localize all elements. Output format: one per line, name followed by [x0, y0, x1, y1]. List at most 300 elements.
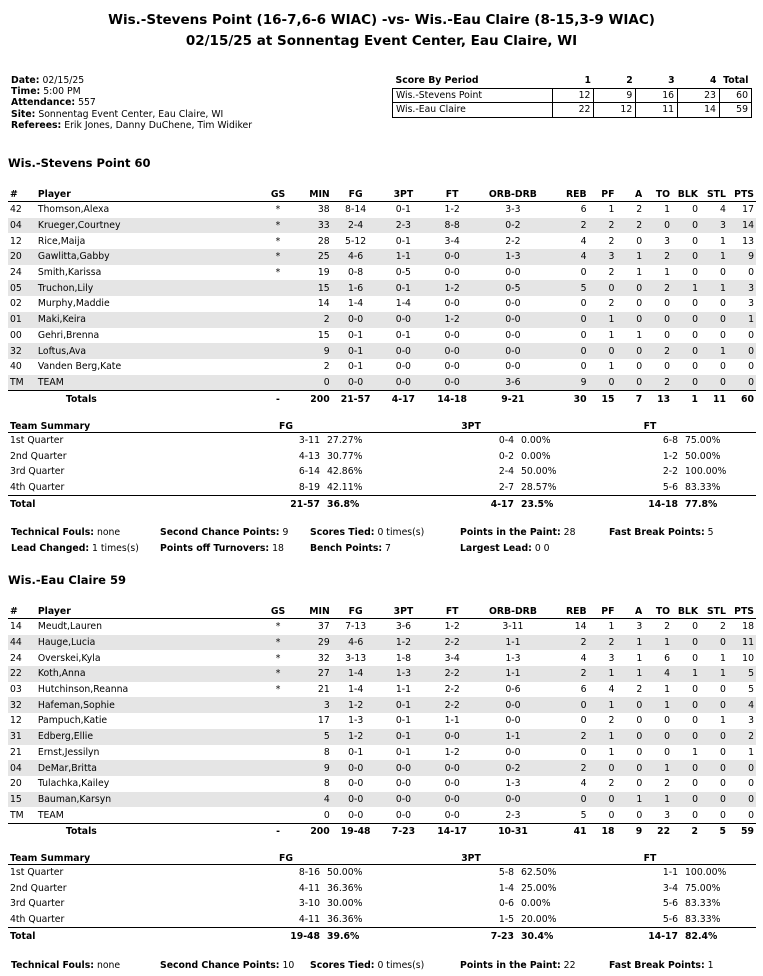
scores-tied-stat: Scores Tied: 0 times(s) [310, 527, 425, 538]
stat-cell: 1-4 [348, 298, 364, 310]
stat-cell: 1 [608, 746, 615, 758]
player-row [8, 328, 756, 344]
stat-cell: 1-1 [395, 684, 412, 696]
stat-cell: 2 [608, 298, 615, 310]
stat-cell: 3-3 [505, 204, 521, 216]
stat-cell: 42 [10, 204, 22, 216]
stat-cell [260, 792, 296, 808]
game-info [11, 75, 252, 131]
summary-cell: 36.36% [327, 914, 363, 926]
fast-break-stat: Fast Break Points: 1 [609, 960, 714, 971]
stat-cell: Rice,Maija [37, 235, 86, 247]
summary-cell: 75.00% [685, 882, 721, 894]
stat-cell: 2 [720, 621, 726, 633]
summary-spacer [158, 881, 250, 897]
summary-cell: 50.00% [685, 450, 721, 462]
stat-cell [260, 745, 296, 761]
stat-cell: 1 [728, 312, 756, 328]
period-score: 23 [678, 88, 720, 103]
stat-cell: 6 [580, 684, 587, 696]
stat-cell: 0 [692, 778, 699, 790]
summary-cell: 1st Quarter [10, 435, 64, 447]
total-cell: 14-17 [427, 823, 477, 839]
column-header: ORB-DRB [477, 187, 549, 202]
stat-cell: 0 [748, 267, 754, 279]
team-summary-table [8, 852, 756, 944]
period-score: 14 [678, 103, 720, 118]
stat-cell: 2 [549, 729, 589, 745]
total-cell: 59 [728, 823, 756, 839]
stat-cell: 0 [664, 715, 671, 727]
summary-column-header: 3PT [426, 852, 516, 865]
stat-cell: Bauman,Karsyn [36, 792, 260, 808]
column-header: 3PT [380, 604, 428, 619]
period-header: 3 [668, 75, 675, 87]
period-score: 12 [594, 103, 636, 118]
stat-cell: 17 [317, 715, 330, 727]
column-header: Player [36, 187, 260, 202]
summary-cell: 1-1 [662, 867, 678, 879]
stat-cell: 40 [10, 361, 22, 373]
stat-cell: 0-0 [427, 729, 477, 745]
stat-cell: 0-1 [380, 280, 428, 296]
stat-cell: 1-2 [427, 280, 477, 296]
stat-cell: 0-0 [332, 792, 380, 808]
stat-cell: 4 [296, 792, 332, 808]
period-score: 16 [636, 88, 678, 103]
stat-cell: 9 [728, 249, 756, 265]
stat-cell: 0 [672, 375, 700, 391]
quarter-row [8, 881, 756, 897]
stat-cell: 1 [700, 249, 728, 265]
stat-cell: 0-1 [395, 329, 411, 341]
summary-spacer [322, 852, 426, 865]
stat-cell: * [275, 204, 281, 216]
stat-cell: 1 [636, 329, 643, 341]
stat-cell: 0-0 [332, 375, 380, 391]
stat-cell: 0-0 [380, 312, 428, 328]
turnover-points-stat: Points off Turnovers: 18 [160, 543, 284, 554]
stat-cell: 2 [549, 218, 589, 234]
column-header: A [616, 187, 644, 202]
summary-cell: 30.00% [327, 898, 363, 910]
player-row [8, 249, 756, 265]
total-cell: 19-48 [332, 823, 380, 839]
period-score: 9 [594, 88, 636, 103]
largest-lead-stat: Largest Lead: 0 0 [460, 543, 550, 554]
stat-cell: 0 [616, 760, 644, 776]
stat-cell: TM [10, 809, 24, 821]
stat-cell: 1 [608, 329, 615, 341]
stat-cell: 1 [616, 792, 644, 808]
stat-cell: 28 [317, 235, 330, 247]
stat-cell: Tulachka,Kailey [37, 778, 110, 790]
stat-cell: 5 [549, 280, 589, 296]
stat-cell: 4 [728, 697, 756, 713]
stat-cell: 0 [296, 375, 332, 391]
stat-cell: 2 [644, 280, 672, 296]
stat-cell: 2 [728, 729, 756, 745]
score-team-name: Wis.-Eau Claire [393, 103, 553, 118]
summary-cell: 1-2 [662, 450, 678, 462]
summary-cell: 100.00% [685, 466, 727, 478]
summary-cell: 4-13 [298, 450, 320, 462]
stat-cell [260, 328, 296, 344]
column-header: A [616, 604, 644, 619]
stat-cell: 2 [296, 312, 332, 328]
stat-cell: 5 [748, 684, 754, 696]
stat-cell: 0 [692, 267, 699, 279]
summary-spacer [322, 420, 426, 433]
stat-cell: 0-0 [444, 298, 460, 310]
summary-cell: 3-10 [298, 898, 320, 910]
player-row [8, 635, 756, 651]
stat-cell: Hutchinson,Reanna [37, 684, 129, 696]
stat-cell: 3-13 [345, 652, 367, 664]
stat-cell: 25 [296, 249, 332, 265]
stat-cell: 0 [636, 298, 643, 310]
summary-cell: Total [8, 928, 158, 944]
summary-cell: 3-11 [298, 435, 320, 447]
stat-cell: 0 [636, 361, 643, 373]
stat-cell: 0-1 [332, 343, 380, 359]
summary-cell: 30.77% [327, 450, 363, 462]
stat-cell: 0 [636, 235, 643, 247]
stat-cell: 4 [608, 684, 615, 696]
stat-cell: 3 [608, 652, 615, 664]
stat-cell: 0 [672, 249, 700, 265]
box-header-row [8, 604, 756, 619]
stat-cell: 1 [700, 666, 728, 682]
summary-header-row [8, 852, 756, 865]
stat-cell: 1-2 [427, 312, 477, 328]
summary-column-header: 3PT [426, 420, 516, 433]
stat-cell: 1 [589, 312, 617, 328]
stat-cell: 0-0 [380, 343, 428, 359]
stat-cell: * [260, 635, 296, 651]
column-header: PF [589, 187, 617, 202]
summary-cell: 8-16 [298, 867, 320, 879]
team-summary-table [8, 420, 756, 512]
stat-cell: 0-1 [395, 746, 412, 758]
tech-fouls-stat: Technical Fouls: none [11, 527, 121, 538]
summary-cell: 75.00% [685, 435, 721, 447]
stat-cell: 0-0 [332, 312, 380, 328]
column-header: # [8, 604, 36, 619]
summary-cell: 39.6% [322, 928, 426, 944]
stat-cell: 1-2 [444, 621, 460, 633]
stat-cell: 13 [742, 235, 754, 247]
summary-total-row [8, 496, 756, 512]
column-header: STL [700, 187, 728, 202]
stat-cell: 0 [672, 729, 700, 745]
stat-cell: 0 [664, 329, 671, 341]
stat-cell: 0 [700, 729, 728, 745]
stat-cell: 12 [10, 235, 22, 247]
summary-cell: 21-57 [250, 496, 322, 512]
summary-cell: 50.00% [521, 466, 557, 478]
column-header: GS [260, 187, 296, 202]
total-cell: - [260, 823, 296, 839]
stat-cell: 8 [323, 778, 330, 790]
stat-cell: Overskei,Kyla [37, 652, 101, 664]
summary-cell: 1st Quarter [10, 867, 64, 879]
stat-cell: 2 [664, 778, 671, 790]
stat-cell: 1 [616, 666, 644, 682]
stat-cell: 44 [8, 635, 36, 651]
stat-cell: 0 [700, 635, 728, 651]
stat-cell [260, 359, 296, 375]
stat-cell: Smith,Karissa [37, 267, 102, 279]
summary-cell: 3rd Quarter [10, 898, 65, 910]
stat-cell: 0 [589, 760, 617, 776]
stat-cell: 0 [700, 312, 728, 328]
stat-cell: 0-2 [477, 760, 549, 776]
stat-cell: 04 [8, 218, 36, 234]
total-cell: 15 [589, 391, 617, 407]
site-line: Site: Sonnentag Event Center, Eau Claire, WI [11, 108, 224, 120]
player-row [8, 807, 756, 823]
summary-cell: 4th Quarter [10, 482, 65, 494]
stat-cell: 3 [636, 621, 643, 633]
stat-cell: 24 [10, 652, 22, 664]
stat-cell: 1-2 [332, 697, 380, 713]
stat-cell: 0-1 [380, 697, 428, 713]
stat-cell: 0 [692, 621, 699, 633]
stat-cell: 0 [549, 792, 589, 808]
player-row [8, 343, 756, 359]
stat-cell: 2-3 [380, 218, 428, 234]
stat-cell [260, 312, 296, 328]
stat-cell: 0 [664, 298, 671, 310]
stat-cell: TM [8, 375, 36, 391]
stat-cell: 0 [748, 329, 754, 341]
stat-cell: 0-0 [427, 760, 477, 776]
stat-cell: 0-0 [427, 792, 477, 808]
stat-cell: 1-3 [505, 778, 521, 790]
stat-cell: 0 [636, 809, 643, 821]
stat-cell: 8 [323, 746, 330, 758]
column-header: Player [36, 604, 260, 619]
summary-cell: 5-6 [662, 914, 678, 926]
total-cell: - [260, 391, 296, 407]
stat-cell: 0-0 [505, 329, 521, 341]
quarter-row [8, 449, 756, 465]
summary-cell: 27.27% [327, 435, 363, 447]
stat-cell: 1 [644, 760, 672, 776]
stat-cell: 1-4 [332, 666, 380, 682]
stat-cell: 1 [644, 635, 672, 651]
stat-cell: 1 [644, 792, 672, 808]
stat-cell: 03 [10, 684, 22, 696]
total-cell: 4-17 [380, 391, 428, 407]
stat-cell: DeMar,Britta [36, 760, 260, 776]
stat-cell: 0 [636, 715, 643, 727]
stat-cell: 14 [728, 218, 756, 234]
stat-cell: 4-6 [332, 635, 380, 651]
stat-cell: 0-1 [348, 361, 364, 373]
paint-points-stat: Points in the Paint: 22 [460, 960, 576, 971]
total-score: 60 [719, 88, 751, 103]
stat-cell: 2 [636, 204, 643, 216]
stat-cell: 32 [8, 697, 36, 713]
stat-cell: 1 [589, 729, 617, 745]
stat-cell: 4 [580, 235, 587, 247]
stat-cell: 1 [644, 697, 672, 713]
stat-cell: 0-0 [395, 809, 412, 821]
stat-cell: 3-6 [477, 375, 549, 391]
stat-cell: 8-8 [427, 218, 477, 234]
stat-cell: 0 [720, 267, 726, 279]
stat-cell: 10 [742, 652, 754, 664]
column-header: ORB-DRB [477, 604, 549, 619]
quarter-row [8, 912, 756, 928]
quarter-row [8, 464, 756, 480]
stat-cell: 0-1 [348, 746, 364, 758]
total-cell: 14-18 [427, 391, 477, 407]
total-score: 59 [719, 103, 751, 118]
player-row [8, 202, 756, 218]
stat-cell: 5 [296, 729, 332, 745]
stat-cell: 1-2 [380, 635, 428, 651]
stat-cell: 18 [742, 621, 754, 633]
stat-cell: 0-0 [380, 375, 428, 391]
summary-spacer [158, 420, 250, 433]
total-cell: 13 [644, 391, 672, 407]
stat-cell: 0-1 [395, 204, 411, 216]
stat-cell: 2 [589, 635, 617, 651]
stat-cell: 0 [549, 697, 589, 713]
stat-cell: 3-4 [444, 235, 460, 247]
total-cell: 7-23 [380, 823, 428, 839]
stat-cell: 0-0 [505, 746, 521, 758]
stat-cell: 0 [589, 375, 617, 391]
column-header: PF [589, 604, 617, 619]
stat-cell: 0 [672, 218, 700, 234]
stat-cell: 2 [549, 666, 589, 682]
stat-cell: 2 [644, 343, 672, 359]
stat-cell: 0 [580, 298, 587, 310]
stat-cell: 0-0 [380, 760, 428, 776]
stat-cell: 11 [728, 635, 756, 651]
summary-cell: 50.00% [327, 867, 363, 879]
stat-cell: 0-0 [427, 249, 477, 265]
stat-cell: 17 [742, 204, 754, 216]
stat-cell: 6 [580, 204, 587, 216]
summary-cell: 2-7 [498, 482, 514, 494]
stat-cell: 0 [644, 312, 672, 328]
stat-cell: Thomson,Alexa [37, 204, 110, 216]
stat-cell [260, 729, 296, 745]
stat-cell: 02 [10, 298, 22, 310]
summary-column-header: FG [250, 420, 322, 433]
stat-cell [260, 375, 296, 391]
stat-cell: Maki,Keira [36, 312, 260, 328]
stat-cell: 2-3 [505, 809, 521, 821]
summary-cell: 19-48 [250, 928, 322, 944]
stat-cell: 0 [616, 375, 644, 391]
stat-cell [260, 296, 296, 312]
summary-cell: 3-4 [662, 882, 678, 894]
stat-cell: 0 [589, 343, 617, 359]
date-line: Date: 02/15/25 [11, 75, 85, 86]
score-team-name: Wis.-Stevens Point [393, 88, 553, 103]
page-subtitle: 02/15/25 at Sonnentag Event Center, Eau Claire, WI [185, 33, 578, 49]
stat-cell: 00 [10, 329, 22, 341]
stat-cell: 0-0 [505, 715, 521, 727]
stat-cell: 0-1 [348, 329, 364, 341]
stat-cell [260, 713, 296, 729]
stat-cell: 0-1 [395, 715, 412, 727]
stat-cell: 9 [549, 375, 589, 391]
total-cell [8, 391, 36, 407]
stat-cell: 1-2 [444, 746, 460, 758]
period-score: 11 [636, 103, 678, 118]
player-row [8, 359, 756, 375]
stat-cell: 1 [664, 684, 671, 696]
attendance-line: Attendance: 557 [11, 97, 96, 109]
stat-cell: 38 [317, 204, 330, 216]
stat-cell: Pampuch,Katie [37, 715, 108, 727]
summary-cell: 1-5 [498, 914, 514, 926]
stat-cell: 21 [317, 684, 330, 696]
summary-cell: 83.33% [685, 914, 721, 926]
score-header-row [393, 74, 752, 88]
stat-cell: 0-0 [380, 792, 428, 808]
stat-cell: 0-0 [444, 267, 460, 279]
stat-cell: 1 [608, 621, 615, 633]
column-header: FT [427, 604, 477, 619]
stat-cell: 0 [720, 684, 726, 696]
stat-cell: 0-0 [348, 778, 364, 790]
summary-cell: 77.8% [680, 496, 756, 512]
stat-cell: 4 [644, 666, 672, 682]
summary-cell: 82.4% [680, 928, 756, 944]
summary-cell: 4-17 [426, 496, 516, 512]
column-header: 3PT [380, 187, 428, 202]
stat-cell: Koth,Anna [36, 666, 260, 682]
column-header: MIN [296, 604, 332, 619]
stat-cell: 0-0 [505, 361, 521, 373]
stat-cell: 2 [323, 361, 330, 373]
summary-column-header: FT [620, 852, 680, 865]
summary-spacer [158, 449, 250, 465]
stat-cell: 0-6 [505, 684, 521, 696]
stat-cell: 0 [672, 697, 700, 713]
player-row [8, 666, 756, 682]
stat-cell: 0 [616, 729, 644, 745]
stat-cell: 1 [616, 635, 644, 651]
column-header: FG [332, 187, 380, 202]
stat-cell: 0-0 [348, 809, 364, 821]
stat-cell: 0 [672, 792, 700, 808]
column-header: PTS [728, 187, 756, 202]
stat-cell: 0-0 [444, 361, 460, 373]
stat-cell: 1 [692, 746, 699, 758]
stat-cell: 0 [720, 298, 726, 310]
summary-cell: 2-4 [498, 466, 514, 478]
stat-cell: * [260, 218, 296, 234]
stat-cell: 0 [580, 715, 587, 727]
stat-cell: 1 [608, 361, 615, 373]
summary-total-row [8, 928, 756, 944]
summary-spacer [516, 420, 620, 433]
stat-cell: Hauge,Lucia [36, 635, 260, 651]
summary-cell: 42.86% [327, 466, 363, 478]
stat-cell: 1-1 [444, 715, 460, 727]
stat-cell: 14 [10, 621, 22, 633]
stat-cell: 1 [636, 267, 643, 279]
